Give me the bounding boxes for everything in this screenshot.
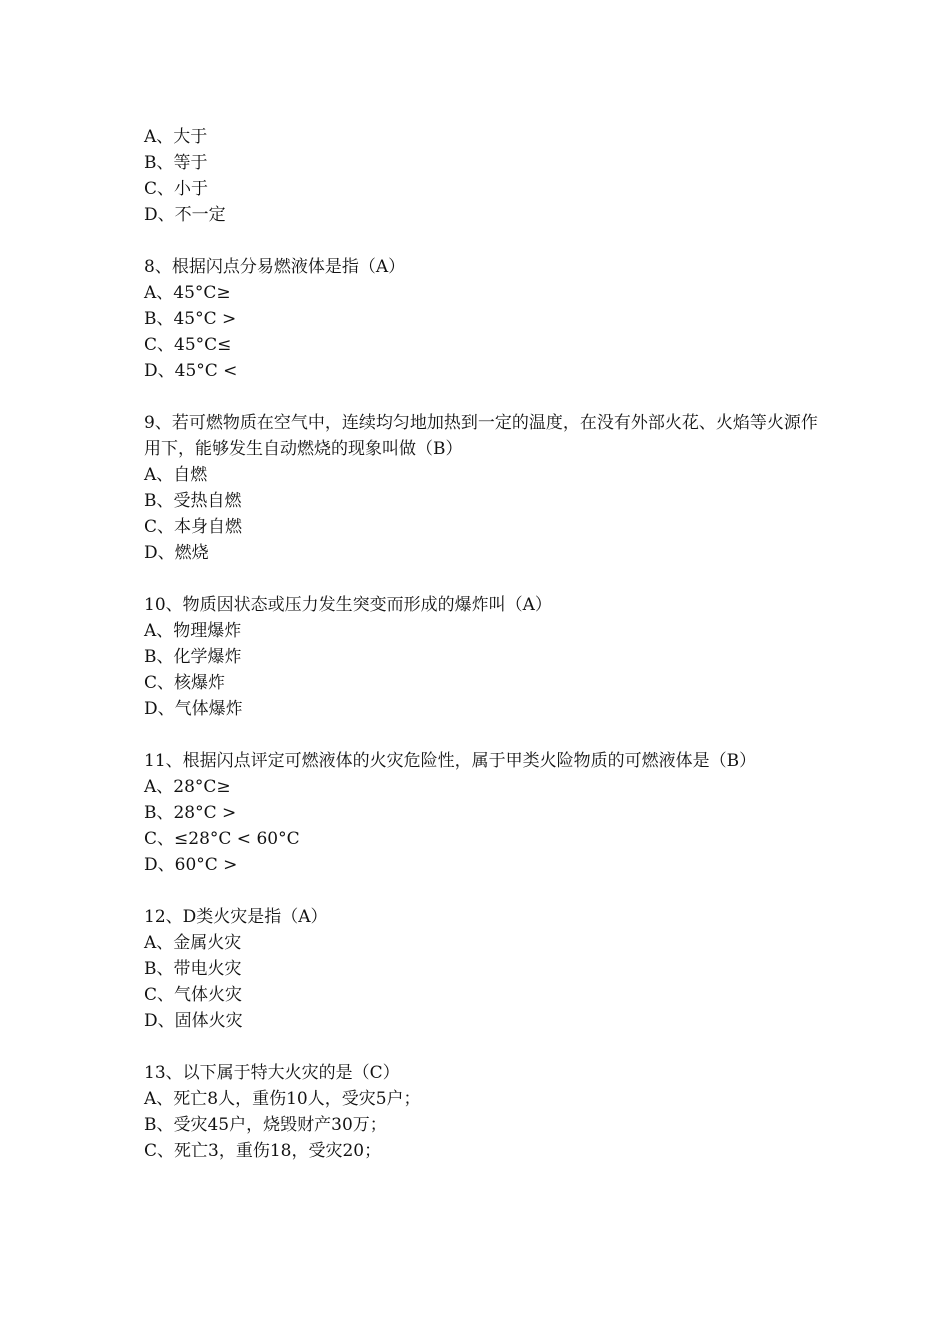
spacer: [144, 1034, 824, 1060]
option-9c: C、本身自燃: [144, 517, 243, 537]
question-8: [144, 254, 824, 384]
document-page: [144, 124, 824, 1164]
question-10-text: 10、物质因状态或压力发生突变而形成的爆炸叫（A）: [144, 595, 552, 615]
question-11: [144, 748, 824, 878]
question-11-text: 11、根据闪点评定可燃液体的火灾危险性，属于甲类火险物质的可燃液体是（B）: [144, 751, 757, 771]
question-12: [144, 904, 824, 1034]
option-11d: D、60°C >: [144, 855, 238, 875]
option-8a: A、45°C≥: [144, 283, 231, 303]
question-13-text: 13、以下属于特大火灾的是（C）: [144, 1063, 400, 1083]
option-12c: C、气体火灾: [144, 985, 243, 1005]
option-10d: D、气体爆炸: [144, 699, 243, 719]
option-9a: A、自燃: [144, 465, 208, 485]
option-13a: A、死亡8人，重伤10人，受灾5户；: [144, 1089, 421, 1109]
option-7d: D、不一定: [144, 205, 226, 225]
spacer: [144, 566, 824, 592]
option-10b: B、化学爆炸: [144, 647, 242, 667]
spacer: [144, 228, 824, 254]
spacer: [144, 722, 824, 748]
option-9d: D、燃烧: [144, 543, 209, 563]
option-12b: B、带电火灾: [144, 959, 242, 979]
spacer: [144, 384, 824, 410]
option-7a: A、大于: [144, 127, 208, 147]
spacer: [144, 878, 824, 904]
option-11b: B、28°C >: [144, 803, 237, 823]
question-8-text: 8、根据闪点分易燃液体是指（A）: [144, 257, 406, 277]
question-12-text: 12、D类火灾是指（A）: [144, 907, 328, 927]
question-10: [144, 592, 824, 722]
option-8c: C、45°C≤: [144, 335, 232, 355]
option-10a: A、物理爆炸: [144, 621, 242, 641]
option-13c: C、死亡3，重伤18，受灾20；: [144, 1141, 382, 1161]
question-9-text: 9、若可燃物质在空气中，连续均匀地加热到一定的温度，在没有外部火花、火焰等火源作用下，能够发生自动燃烧的现象叫做（B）: [144, 413, 818, 459]
option-12a: A、金属火灾: [144, 933, 242, 953]
question-9: [144, 410, 824, 566]
option-8d: D、45°C <: [144, 361, 238, 381]
option-11c: C、≤28°C < 60°C: [144, 829, 300, 849]
option-9b: B、受热自燃: [144, 491, 242, 511]
option-7b: B、等于: [144, 153, 208, 173]
question-7-options: [144, 124, 824, 228]
option-11a: A、28°C≥: [144, 777, 231, 797]
option-10c: C、核爆炸: [144, 673, 226, 693]
option-8b: B、45°C >: [144, 309, 237, 329]
option-7c: C、小于: [144, 179, 209, 199]
option-13b: B、受灾45户，烧毁财产30万；: [144, 1115, 387, 1135]
option-12d: D、固体火灾: [144, 1011, 243, 1031]
question-13: [144, 1060, 824, 1164]
